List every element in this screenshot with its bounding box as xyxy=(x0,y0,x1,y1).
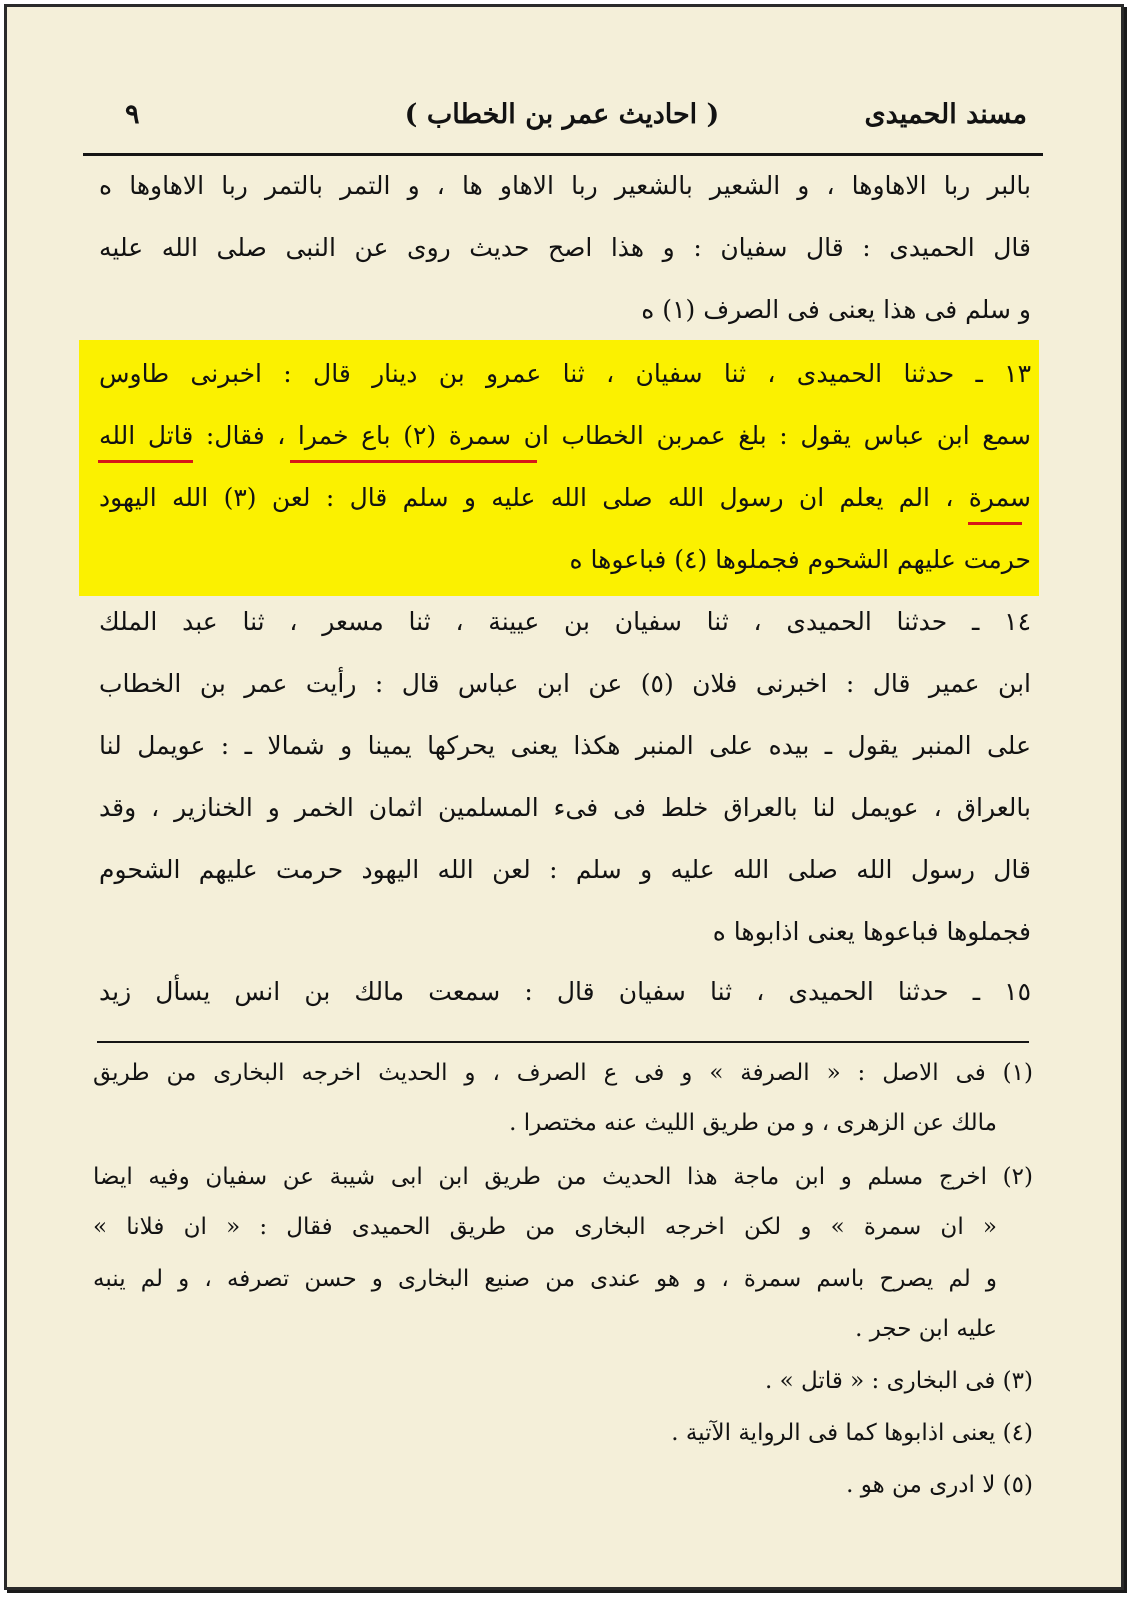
hadith-13-line-2: سمع ابن عباس يقول : بلغ عمربن الخطاب ان سمرة (٢) باع خمرا ، فقال: قاتل الله xyxy=(99,421,1031,450)
footnote-4: (٤) يعنى اذابوها كما فى الرواية الآتية . xyxy=(671,1420,1033,1446)
footnote-2-line-3: و لم يصرح باسم سمرة ، و هو عندى من صنيع البخارى و حسن تصرفه ، و لم ينبه xyxy=(93,1266,997,1292)
hadith-14-line-2: ابن عمير قال : اخبرنى فلان (٥) عن ابن عباس قال : رأيت عمر بن الخطاب xyxy=(99,669,1031,698)
underline-qatala-allah xyxy=(98,460,193,463)
page-header xyxy=(97,99,1027,139)
footnote-2-line-1: (٢) اخرج مسلم و ابن ماجة هذا الحديث من طريق ابن ابى شيبة عن سفيان وفيه ايضا xyxy=(93,1164,1033,1190)
underline-samura xyxy=(968,522,1022,525)
footnote-1-line-1: (١) فى الاصل : « الصرفة » و فى ع الصرف ، و الحديث اخرجه البخارى من طريق xyxy=(93,1060,1033,1086)
header-rule xyxy=(83,153,1043,156)
hadith-14-line-1: ١٤ ـ حدثنا الحميدى ، ثنا سفيان بن عيينة ، ثنا مسعر ، ثنا عبد الملك xyxy=(99,607,1031,636)
body-line-1: بالبر ربا الاهاوها ، و الشعير بالشعير ربا الاهاو ها ، و التمر بالتمر ربا الاهاوها ه xyxy=(99,171,1031,200)
hadith-14-line-6: فجملوها فباعوها يعنى اذابوها ه xyxy=(712,917,1031,946)
footnote-2-line-4: عليه ابن حجر . xyxy=(855,1316,997,1342)
section-title: ( احاديث عمر بن الخطاب ) xyxy=(404,99,720,130)
footnote-3: (٣) فى البخارى : « قاتل » . xyxy=(765,1368,1033,1394)
book-title: مسند الحميدى xyxy=(864,99,1027,130)
hadith-13-line-3: سمرة ، الم يعلم ان رسول الله صلى الله عليه و سلم قال : لعن (٣) الله اليهود xyxy=(99,483,1031,512)
footnote-2-line-2: « ان سمرة » و لكن اخرجه البخارى من طريق الحميدى فقال : « ان فلانا » xyxy=(93,1214,997,1240)
footnote-1-line-2: مالك عن الزهرى ، و من طريق الليث عنه مختصرا . xyxy=(509,1110,997,1136)
footnote-5: (٥) لا ادرى من هو . xyxy=(846,1472,1033,1498)
body-line-3: و سلم فى هذا يعنى فى الصرف (١) ه xyxy=(641,295,1031,324)
book-page xyxy=(4,4,1124,1590)
hadith-13-line-1: ١٣ ـ حدثنا الحميدى ، ثنا سفيان ، ثنا عمرو بن دينار قال : اخبرنى طاوس xyxy=(99,359,1031,388)
underline-samura-baa-khamran xyxy=(290,460,537,463)
hadith-14-line-5: قال رسول الله صلى الله عليه و سلم : لعن الله اليهود حرمت عليهم الشحوم xyxy=(99,855,1031,884)
page-number: ٩ xyxy=(125,99,140,130)
body-line-2: قال الحميدى : قال سفيان : و هذا اصح حديث روى عن النبى صلى الله عليه xyxy=(99,233,1031,262)
hadith-14-line-4: بالعراق ، عويمل لنا بالعراق خلط فى فىء المسلمين اثمان الخمر و الخنازير ، وقد xyxy=(99,793,1031,822)
hadith-13-line-4: حرمت عليهم الشحوم فجملوها (٤) فباعوها ه xyxy=(569,545,1031,574)
footnote-rule xyxy=(97,1041,1029,1043)
hadith-15-line-1: ١٥ ـ حدثنا الحميدى ، ثنا سفيان قال : سمعت مالك بن انس يسأل زيد xyxy=(99,977,1031,1006)
hadith-14-line-3: على المنبر يقول ـ بيده على المنبر هكذا يعنى يحركها يمينا و شمالا ـ : عويمل لنا xyxy=(99,731,1031,760)
